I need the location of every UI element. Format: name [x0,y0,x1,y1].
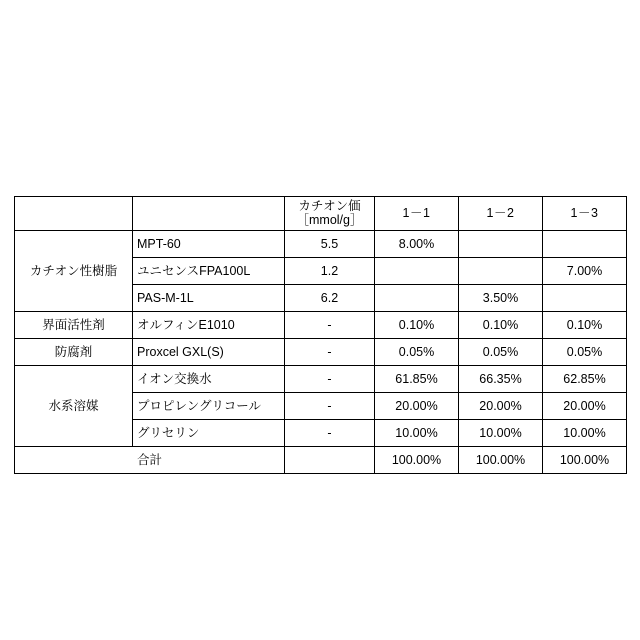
row-value-ex1: 0.05% [375,338,459,365]
total-value-ex1: 100.00% [375,446,459,473]
composition-table-container [14,196,626,474]
row-name: ユニセンスFPA100L [133,257,285,284]
row-name: グリセリン [133,419,285,446]
row-value-ex3: 10.00% [543,419,627,446]
total-label: 合計 [15,446,285,473]
table-row [15,230,627,257]
row-cation-value: - [285,392,375,419]
table-header-row [15,197,627,231]
row-cation-value: - [285,419,375,446]
header-example-1: 1－1 [375,197,459,231]
row-value-ex2: 0.05% [459,338,543,365]
table-row [15,311,627,338]
row-value-ex2 [459,257,543,284]
row-value-ex3: 20.00% [543,392,627,419]
row-name: オルフィンE1010 [133,311,285,338]
row-name: プロピレングリコール [133,392,285,419]
row-value-ex1: 61.85% [375,365,459,392]
row-value-ex2: 20.00% [459,392,543,419]
total-cation-value [285,446,375,473]
header-example-3: 1－3 [543,197,627,231]
composition-table [14,196,627,474]
row-cation-value: 5.5 [285,230,375,257]
row-value-ex2: 3.50% [459,284,543,311]
row-cation-value: - [285,338,375,365]
table-row [15,365,627,392]
row-cation-value: 6.2 [285,284,375,311]
row-name: MPT-60 [133,230,285,257]
row-value-ex2: 10.00% [459,419,543,446]
total-value-ex3: 100.00% [543,446,627,473]
row-value-ex1: 8.00% [375,230,459,257]
row-value-ex3: 0.10% [543,311,627,338]
row-name: Proxcel GXL(S) [133,338,285,365]
row-value-ex3 [543,230,627,257]
row-value-ex3: 62.85% [543,365,627,392]
row-value-ex2: 0.10% [459,311,543,338]
row-value-ex1 [375,284,459,311]
table-row [15,338,627,365]
header-cation-value-line2: ［mmol/g］ [296,213,363,228]
header-cation-value [285,197,375,231]
header-cation-value-line1: カチオン価 [298,199,361,213]
row-value-ex1: 20.00% [375,392,459,419]
group-label-surfactant: 界面活性剤 [15,311,133,338]
row-value-ex1: 0.10% [375,311,459,338]
row-value-ex3: 0.05% [543,338,627,365]
group-label-aqueous-solvent: 水系溶媒 [15,365,133,446]
row-value-ex1 [375,257,459,284]
row-cation-value: - [285,311,375,338]
row-value-ex1: 10.00% [375,419,459,446]
header-example-2: 1－2 [459,197,543,231]
row-name: イオン交換水 [133,365,285,392]
group-label-preservative: 防腐剤 [15,338,133,365]
group-label-cation-resin: カチオン性樹脂 [15,230,133,311]
row-value-ex2: 66.35% [459,365,543,392]
row-value-ex3: 7.00% [543,257,627,284]
row-value-ex2 [459,230,543,257]
row-cation-value: 1.2 [285,257,375,284]
row-cation-value: - [285,365,375,392]
row-value-ex3 [543,284,627,311]
table-total-row [15,446,627,473]
header-corner-group [15,197,133,231]
row-name: PAS-M-1L [133,284,285,311]
total-value-ex2: 100.00% [459,446,543,473]
header-corner-name [133,197,285,231]
